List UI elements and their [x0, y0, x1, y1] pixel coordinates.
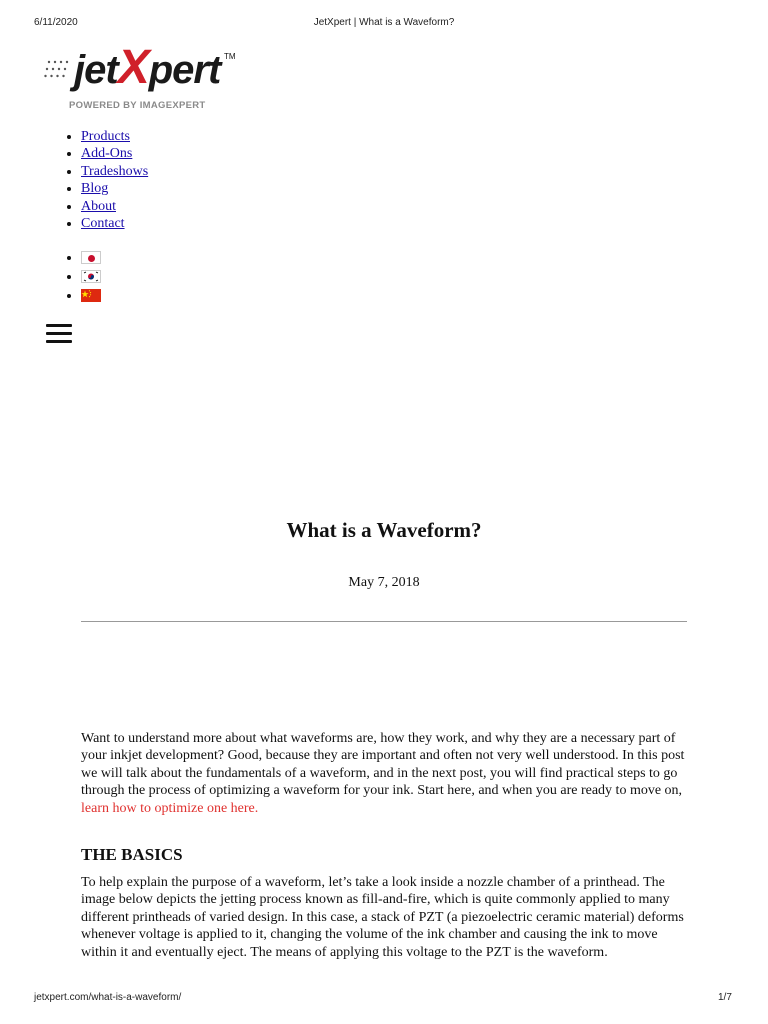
language-switcher	[46, 248, 101, 305]
intro-text: Want to understand more about what waveforms are, how they work, and why they are a necessary part of your inkjet development? Good, because they are important and often not very well understood. In this post we will talk about the fundamentals of a waveform, and in the next post, you will find practical steps to go through the process of optimizing a waveform for your ink. Start here, and when you are ready to move on,	[81, 731, 685, 799]
china-flag-icon[interactable]	[81, 289, 101, 302]
language-item-japanese	[81, 248, 101, 267]
nav-item-products	[81, 128, 148, 145]
language-item-chinese	[81, 286, 101, 305]
intro-paragraph	[81, 730, 687, 817]
print-footer-url: jetxpert.com/what-is-a-waveform/	[34, 992, 182, 1003]
japan-flag-icon[interactable]	[81, 251, 101, 264]
jetxpert-logo[interactable]	[44, 41, 244, 116]
nav-item-add-ons	[81, 145, 148, 162]
print-page-number: 1/7	[718, 992, 732, 1003]
basics-paragraph: To help explain the purpose of a waveform, let’s take a look inside a nozzle chamber of a printhead. The image below depicts the jetting process known as fill-and-fire, which is quite commonly applied to many different printheads of varied design. In this case, a stack of PZT (a piezoelectric ceramic material) deforms whenever voltage is applied to it, changing the volume of the ink chamber and causing the ink to move within it and eventually eject. The means of applying this voltage to the PZT is the waveform.	[81, 875, 684, 960]
nav-item-tradeshows	[81, 163, 148, 180]
language-item-korean	[81, 267, 101, 286]
logo-wordmark: jetXpert	[74, 41, 221, 94]
article-date: May 7, 2018	[348, 575, 420, 590]
main-nav	[46, 128, 148, 232]
nav-link-blog[interactable]: Blog	[81, 181, 109, 197]
nav-link-products[interactable]: Products	[81, 129, 130, 144]
article-title: What is a Waveform?	[286, 518, 482, 542]
logo-dots-icon	[44, 58, 74, 82]
nav-link-about[interactable]: About	[81, 198, 116, 214]
nav-link-add-ons[interactable]: Add-Ons	[81, 146, 133, 162]
hamburger-menu-icon[interactable]	[46, 324, 72, 346]
title-divider	[81, 621, 687, 622]
korea-flag-icon[interactable]	[81, 270, 101, 283]
logo-trademark: TM	[224, 52, 236, 61]
optimize-waveform-link[interactable]: learn how to optimize one here.	[81, 800, 259, 816]
nav-item-about	[81, 198, 148, 215]
section-heading: THE BASICS	[81, 845, 183, 864]
nav-item-blog	[81, 180, 148, 197]
nav-link-tradeshows[interactable]: Tradeshows	[81, 163, 149, 179]
logo-tagline: POWERED BY IMAGEXPERT	[69, 100, 206, 111]
print-date: 6/11/2020	[34, 17, 78, 28]
print-page-title: JetXpert | What is a Waveform?	[313, 17, 455, 28]
nav-link-contact[interactable]: Contact	[81, 216, 125, 232]
nav-item-contact	[81, 215, 148, 232]
